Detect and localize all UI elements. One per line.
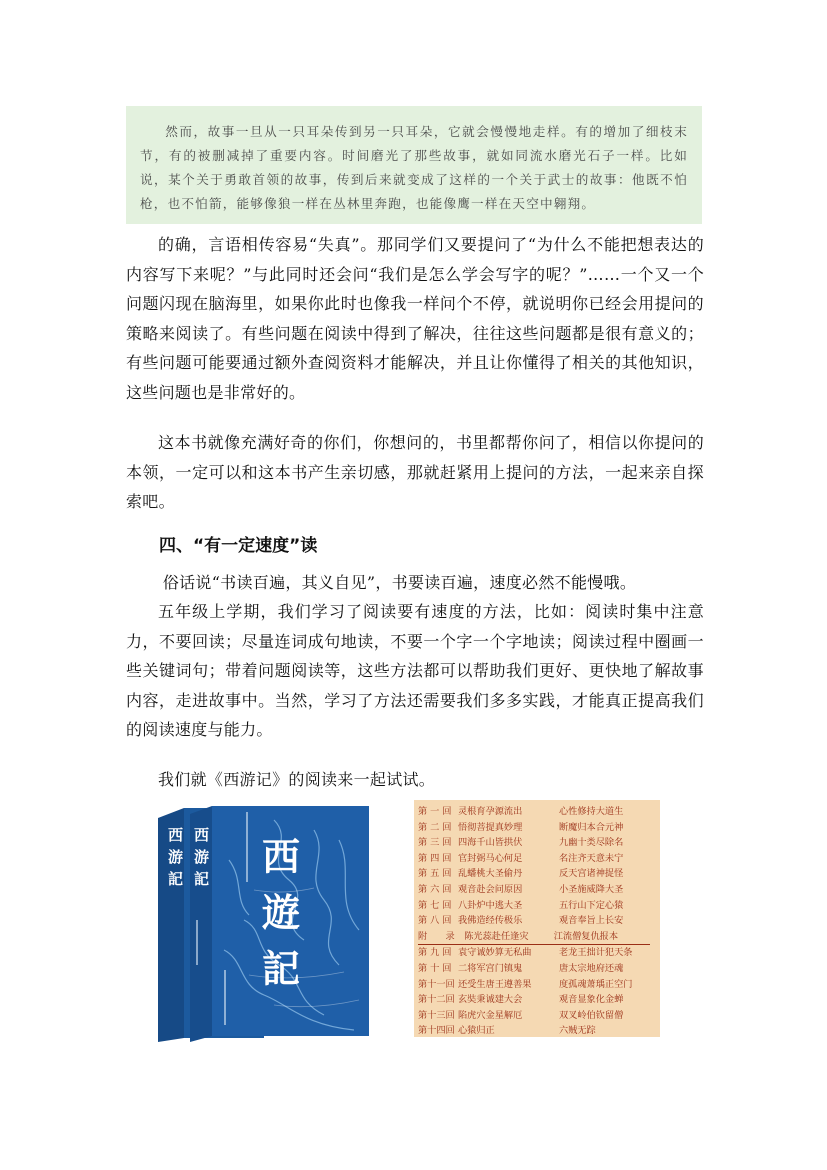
paragraph-reading-speed: 五年级上学期，我们学习了阅读要有速度的方法，比如：阅读时集中注意力，不要回读；尽量连词成句地读，不要一个字一个字地读；阅读过程中圈画一些关键词句；带着问题阅读等，这些方法都可以帮助我们更好、更快地了解故事内容，走进故事中。当然，学习了方法还需要我们多多实践，才能真正提高我们的阅读速度与能力。 <box>126 602 704 739</box>
paragraph-book-curiosity: 这本书就像充满好奇的你们，你想问的，书里都帮你问了，相信以你提问的本领，一定可以和这本书产生亲切感，那就赶紧用上提问的方法，一起来亲自探索吧。 <box>126 433 704 511</box>
toc-couplet-second: 五行山下定心猿 <box>559 899 624 911</box>
toc-couplet-first: 官封弼马心何足 <box>458 852 523 864</box>
book-cover-image <box>154 800 371 1042</box>
book-box-illustration <box>154 800 371 1042</box>
publisher-label <box>224 970 226 1025</box>
toc-couplet-second: 度孤魂萧瑀正空门 <box>559 978 633 990</box>
toc-couplet-second: 名注齐天意未宁 <box>559 852 624 864</box>
quote-text: 然而，故事一旦从一只耳朵传到另一只耳朵，它就会慢慢地走样。有的增加了细枝末节，有的被删减掉了重要内容。时间磨光了那些故事，就如同流水磨光石子一样。比如说，某个关于勇敢首领的故事，传到后来就变成了这样的一个关于武士的故事：他既不怕枪，也不怕箭，能够像狼一样在丛林里奔跑，也能像鹰一样在天空中翱翔。 <box>140 124 688 211</box>
toc-chapter-number: 第十四回 <box>418 1025 455 1037</box>
toc-chapter-number: 第 九 回 <box>418 947 452 959</box>
toc-row <box>418 929 650 946</box>
section-heading: 四、“有一定速度”读 <box>159 536 318 556</box>
series-label <box>246 812 248 882</box>
toc-row <box>418 977 660 993</box>
toc-row <box>418 1023 660 1039</box>
toc-couplet-second: 断魔归本合元神 <box>559 821 624 833</box>
paragraph-proverb: 俗话说“书读百遍，其义自见”，书要读百遍，速度必然不能慢哦。 <box>162 573 637 592</box>
toc-couplet-second: 九幽十类尽除名 <box>559 837 624 849</box>
toc-chapter-number: 第十二回 <box>418 994 455 1006</box>
toc-row <box>418 961 660 977</box>
toc-chapter-number: 附 录 <box>418 930 455 942</box>
toc-list <box>418 804 660 1039</box>
toc-couplet-first: 乱蟠桃大圣偷丹 <box>458 868 523 880</box>
toc-couplet-first: 心猿归正 <box>458 1025 495 1037</box>
toc-row <box>418 913 660 929</box>
spine-title: 西游記 <box>168 826 184 888</box>
toc-couplet-second: 江流僧复仇报本 <box>553 930 619 942</box>
toc-couplet-second: 观音奉旨上长安 <box>559 915 624 927</box>
toc-chapter-number: 第 三 回 <box>418 837 452 849</box>
toc-couplet-first: 悟彻菩提真妙理 <box>458 821 523 833</box>
toc-chapter-number: 第十一回 <box>418 978 455 990</box>
toc-couplet-second: 老龙王拙计犯天条 <box>559 947 633 959</box>
toc-chapter-number: 第 六 回 <box>418 883 452 895</box>
toc-row <box>418 898 660 914</box>
toc-chapter-number: 第 五 回 <box>418 868 452 880</box>
table-of-contents <box>414 800 660 1037</box>
toc-couplet-second: 小圣施威降大圣 <box>559 883 624 895</box>
toc-couplet-first: 还受生唐王遵善果 <box>458 978 532 990</box>
toc-row <box>418 820 660 836</box>
toc-row <box>418 992 660 1008</box>
toc-couplet-second: 反天宫诸神捉怪 <box>559 868 624 880</box>
toc-chapter-number: 第 一 回 <box>418 806 452 817</box>
toc-couplet-first: 二将军宫门镇鬼 <box>458 962 523 974</box>
toc-row <box>418 866 660 882</box>
toc-chapter-number: 第十三回 <box>418 1009 455 1021</box>
paragraph-xiyouji-intro: 我们就《西游记》的阅读来一起试试。 <box>158 770 436 789</box>
toc-couplet-first: 灵根育孕源流出 <box>458 806 523 817</box>
toc-row <box>418 851 660 867</box>
toc-row <box>418 1008 660 1024</box>
toc-couplet-first: 八卦炉中逃大圣 <box>458 899 523 911</box>
spine-title-front: 西游記 <box>194 826 210 888</box>
toc-couplet-second: 双叉岭伯钦留僧 <box>559 1009 624 1021</box>
toc-couplet-first: 袁守诚妙算无私曲 <box>458 947 532 959</box>
toc-couplet-second: 六贼无踪 <box>559 1025 596 1037</box>
toc-couplet-second: 观音显象化金蝉 <box>559 994 624 1006</box>
toc-chapter-number: 第 七 回 <box>418 899 452 911</box>
toc-couplet-first: 陷虎穴金星解厄 <box>458 1009 523 1021</box>
toc-couplet-second: 唐太宗地府还魂 <box>559 962 624 974</box>
quote-box <box>126 106 702 224</box>
paragraph-questioning: 的确，言语相传容易“失真”。那同学们又要提问了“为什么不能把想表达的内容写下来呢？”与此同时还会问“我们是怎么学会写字的呢？”……一个又一个问题闪现在脑海里，如果你此时也像我一样问个不停，就说明你已经会用提问的策略来阅读了。有些问题在阅读中得到了解决，往往这些问题都是很有意义的；有些问题可能要通过额外查阅资料才能解决，并且让你懂得了相关的其他知识，这些问题也是非常好的。 <box>126 235 704 402</box>
toc-row <box>418 835 660 851</box>
toc-row <box>418 882 660 898</box>
toc-couplet-first: 陈光蕊赴任逢灾 <box>464 930 529 942</box>
cover-title: 西遊記 <box>262 834 301 991</box>
toc-couplet-first: 四海千山皆拱伏 <box>458 837 523 849</box>
toc-couplet-first: 玄奘秉诚建大会 <box>458 994 523 1006</box>
toc-couplet-first: 我佛造经传极乐 <box>458 915 523 927</box>
toc-couplet-second: 心性修持大道生 <box>559 806 624 817</box>
toc-row <box>418 945 660 961</box>
toc-chapter-number: 第 四 回 <box>418 852 452 864</box>
toc-chapter-number: 第 八 回 <box>418 915 452 927</box>
toc-chapter-number: 第 十 回 <box>418 962 452 974</box>
toc-chapter-number: 第 二 回 <box>418 821 452 833</box>
toc-couplet-first: 观音赴会问原因 <box>458 883 523 895</box>
author-label <box>196 920 198 965</box>
toc-row <box>418 804 660 820</box>
